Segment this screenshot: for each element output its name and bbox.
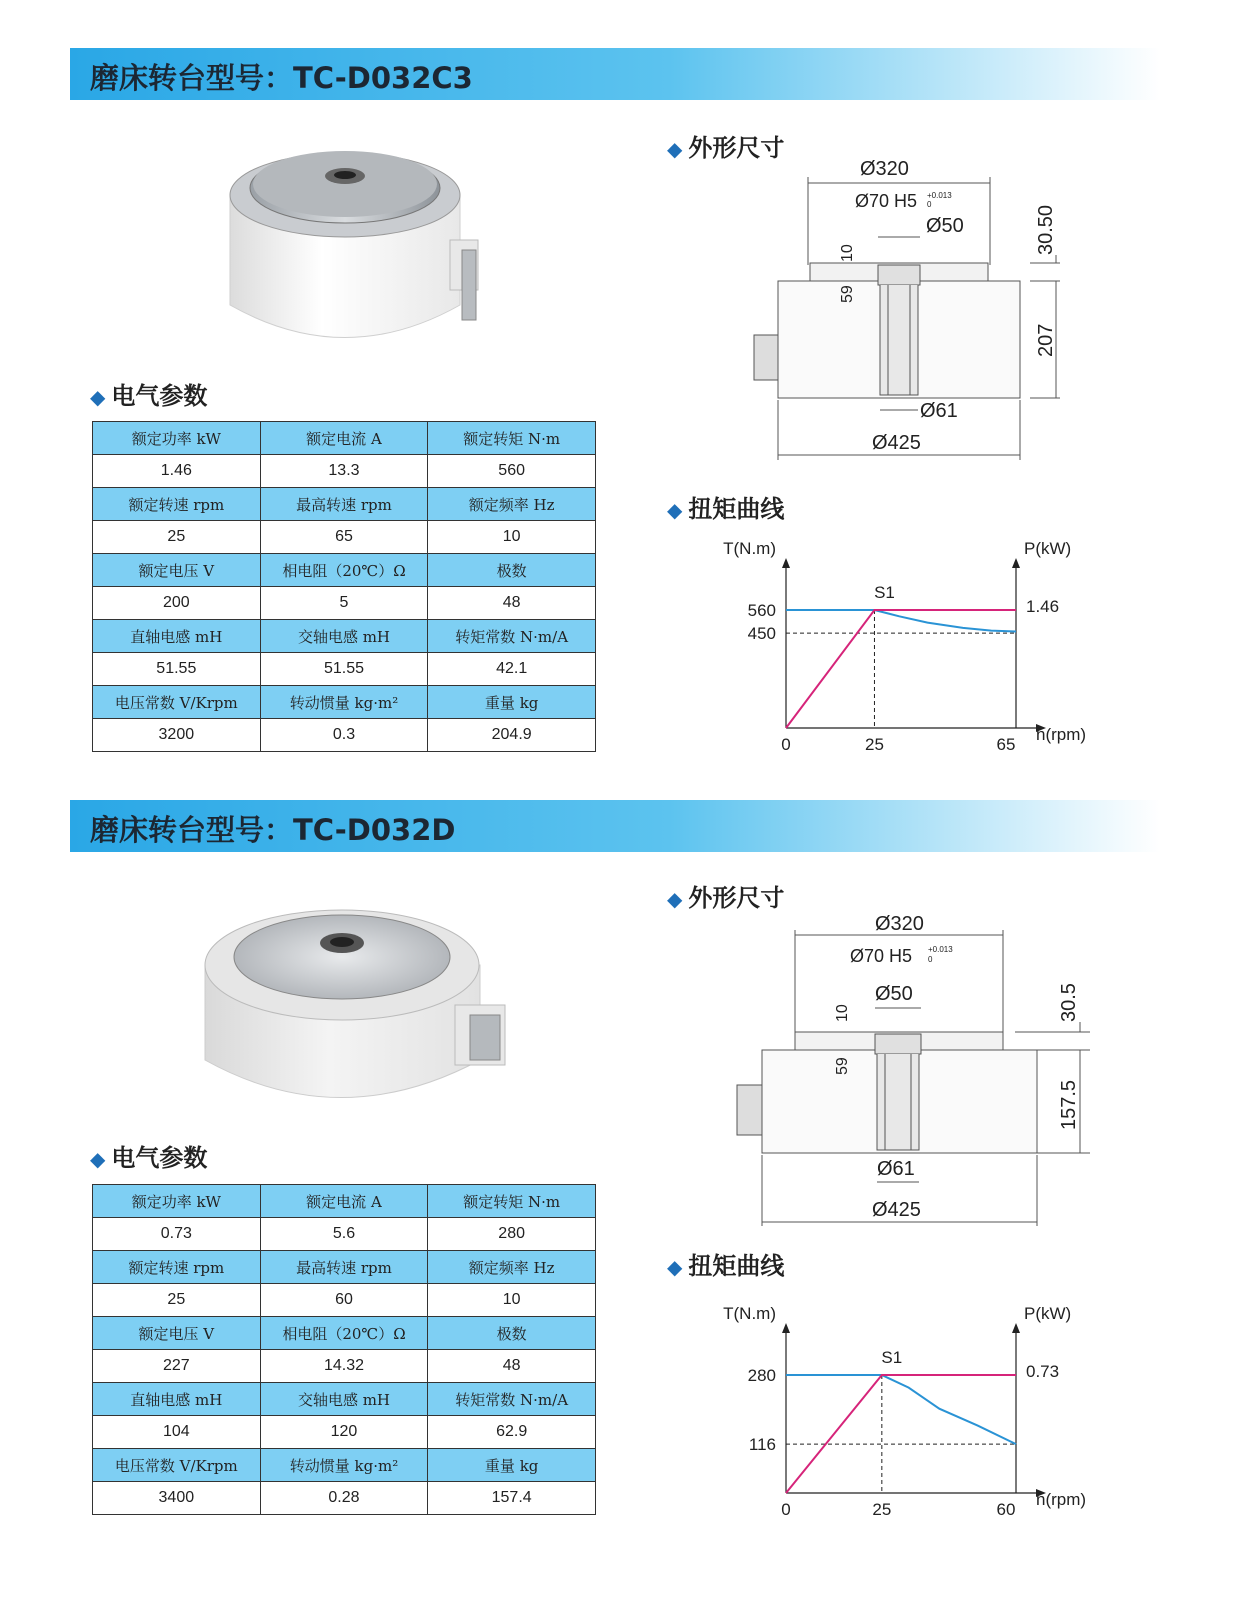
param-label: 额定转速 rpm bbox=[93, 1251, 261, 1284]
param-value: 5 bbox=[260, 587, 428, 620]
param-label: 额定转矩 N·m bbox=[428, 422, 596, 455]
model-2-banner bbox=[70, 800, 1160, 852]
param-value: 10 bbox=[428, 521, 596, 554]
param-value: 48 bbox=[428, 587, 596, 620]
param-value: 60 bbox=[260, 1284, 428, 1317]
param-header-row bbox=[93, 686, 596, 719]
power-series-line bbox=[786, 1375, 1016, 1493]
param-header-row bbox=[93, 1185, 596, 1218]
param-header-row bbox=[93, 422, 596, 455]
param-value: 65 bbox=[260, 521, 428, 554]
param-label: 直轴电感 mH bbox=[93, 1383, 261, 1416]
diamond-icon: ◆ bbox=[90, 385, 106, 409]
model-2-params-table bbox=[92, 1184, 596, 1515]
param-label: 转动惯量 kg·m² bbox=[260, 686, 428, 719]
param-value: 157.4 bbox=[428, 1482, 596, 1515]
dim-d70: Ø70 H5 bbox=[855, 191, 918, 211]
power-series-line bbox=[786, 610, 1016, 728]
s1-annotation: S1 bbox=[874, 583, 895, 602]
model-2-curve-heading: ◆ 扭矩曲线 bbox=[667, 1252, 785, 1280]
param-value: 120 bbox=[260, 1416, 428, 1449]
y2-axis-arrow bbox=[1012, 1323, 1020, 1333]
dim-d50: Ø50 bbox=[926, 215, 964, 237]
param-label: 额定频率 Hz bbox=[428, 488, 596, 521]
model-2-product-photo bbox=[195, 895, 525, 1125]
param-value-row bbox=[93, 653, 596, 686]
param-label: 重量 kg bbox=[428, 686, 596, 719]
param-value-row bbox=[93, 1482, 596, 1515]
param-label: 额定电流 A bbox=[260, 1185, 428, 1218]
model-1-params-table bbox=[92, 421, 596, 752]
param-value: 48 bbox=[428, 1350, 596, 1383]
y2-tick-label: 0.73 bbox=[1026, 1362, 1060, 1381]
param-value: 62.9 bbox=[428, 1416, 596, 1449]
param-label: 额定电压 V bbox=[93, 1317, 261, 1350]
diamond-icon: ◆ bbox=[667, 137, 683, 161]
param-value: 14.32 bbox=[260, 1350, 428, 1383]
param-value-row bbox=[93, 719, 596, 752]
param-value-row bbox=[93, 455, 596, 488]
param-label: 转动惯量 kg·m² bbox=[260, 1449, 428, 1482]
y-axis-arrow bbox=[782, 1323, 790, 1333]
y2-axis-arrow bbox=[1012, 558, 1020, 568]
x-axis-label: n(rpm) bbox=[1036, 725, 1087, 744]
param-value-row bbox=[93, 521, 596, 554]
dim-tol-up: +0.013 bbox=[928, 945, 953, 954]
model-1-electrical-heading: ◆ 电气参数 bbox=[90, 382, 208, 410]
param-label: 相电阻（20℃）Ω bbox=[260, 554, 428, 587]
param-header-row bbox=[93, 554, 596, 587]
param-value: 227 bbox=[93, 1350, 261, 1383]
param-value: 200 bbox=[93, 587, 261, 620]
dim-h-top: 30.5 bbox=[1058, 983, 1080, 1022]
param-value: 560 bbox=[428, 455, 596, 488]
dim-d50: Ø50 bbox=[875, 983, 913, 1005]
param-header-row bbox=[93, 1449, 596, 1482]
x-tick-label: 65 bbox=[996, 735, 1016, 754]
dim-tol-up: +0.013 bbox=[927, 191, 952, 200]
param-value: 25 bbox=[93, 521, 261, 554]
dim-d61: Ø61 bbox=[920, 400, 958, 422]
y-tick-label: 280 bbox=[747, 1366, 776, 1385]
dim-d320: Ø320 bbox=[875, 913, 924, 935]
x-tick-label: 0 bbox=[781, 735, 791, 754]
torque-series-line bbox=[786, 1375, 1016, 1444]
model-1-banner bbox=[70, 48, 1160, 100]
param-value: 104 bbox=[93, 1416, 261, 1449]
x-tick-label: 60 bbox=[996, 1500, 1016, 1519]
dim-tol-low: 0 bbox=[927, 200, 932, 209]
y-axis-label: T(N.m) bbox=[723, 1305, 776, 1323]
param-value: 25 bbox=[93, 1284, 261, 1317]
model-2-title: 磨床转台型号：TC-D032D bbox=[90, 813, 456, 847]
param-value-row bbox=[93, 1218, 596, 1251]
dim-h10: 10 bbox=[834, 1004, 851, 1022]
param-label: 直轴电感 mH bbox=[93, 620, 261, 653]
param-value: 0.73 bbox=[93, 1218, 261, 1251]
param-label: 额定功率 kW bbox=[93, 422, 261, 455]
param-value-row bbox=[93, 587, 596, 620]
param-label: 额定转矩 N·m bbox=[428, 1185, 596, 1218]
x-tick-label: 0 bbox=[781, 1500, 791, 1519]
dim-h59: 59 bbox=[839, 285, 856, 303]
s1-annotation: S1 bbox=[881, 1348, 903, 1367]
y-tick-label: 450 bbox=[747, 624, 776, 644]
param-value: 0.28 bbox=[260, 1482, 428, 1515]
y-axis-arrow bbox=[782, 558, 790, 568]
param-header-row bbox=[93, 1251, 596, 1284]
param-value: 280 bbox=[428, 1218, 596, 1251]
param-label: 最高转速 rpm bbox=[260, 488, 428, 521]
x-tick-label: 25 bbox=[865, 735, 884, 754]
model-1-curve-heading: ◆ 扭矩曲线 bbox=[667, 495, 785, 523]
param-label: 交轴电感 mH bbox=[260, 1383, 428, 1416]
dim-d320: Ø320 bbox=[860, 158, 909, 180]
y-axis-label: T(N.m) bbox=[723, 540, 776, 558]
param-value: 13.3 bbox=[260, 455, 428, 488]
param-label: 额定频率 Hz bbox=[428, 1251, 596, 1284]
dim-h10: 10 bbox=[839, 244, 856, 262]
param-label: 相电阻（20℃）Ω bbox=[260, 1317, 428, 1350]
model-2-electrical-heading: ◆ 电气参数 bbox=[90, 1144, 208, 1172]
torque-series-line bbox=[786, 610, 1016, 631]
param-value: 42.1 bbox=[428, 653, 596, 686]
param-label: 额定电流 A bbox=[260, 422, 428, 455]
param-value: 5.6 bbox=[260, 1218, 428, 1251]
param-value: 0.3 bbox=[260, 719, 428, 752]
param-label: 重量 kg bbox=[428, 1449, 596, 1482]
param-value: 51.55 bbox=[93, 653, 261, 686]
dim-h-body: 207 bbox=[1035, 323, 1057, 357]
dim-h59: 59 bbox=[834, 1057, 851, 1075]
param-header-row bbox=[93, 620, 596, 653]
param-header-row bbox=[93, 1317, 596, 1350]
param-header-row bbox=[93, 1383, 596, 1416]
dim-d425: Ø425 bbox=[872, 432, 921, 454]
param-value: 3200 bbox=[93, 719, 261, 752]
param-label: 极数 bbox=[428, 554, 596, 587]
y2-axis-label: P(kW) bbox=[1024, 540, 1072, 558]
param-label: 额定转速 rpm bbox=[93, 488, 261, 521]
param-value-row bbox=[93, 1284, 596, 1317]
model-1-dimension-heading: ◆ 外形尺寸 bbox=[667, 134, 785, 162]
param-header-row bbox=[93, 488, 596, 521]
y2-tick-label: 1.46 bbox=[1026, 597, 1060, 616]
diamond-icon: ◆ bbox=[90, 1147, 106, 1171]
param-value: 51.55 bbox=[260, 653, 428, 686]
param-value: 3400 bbox=[93, 1482, 261, 1515]
param-value: 1.46 bbox=[93, 455, 261, 488]
param-value-row bbox=[93, 1416, 596, 1449]
param-label: 额定电压 V bbox=[93, 554, 261, 587]
param-label: 额定功率 kW bbox=[93, 1185, 261, 1218]
dim-tol-low: 0 bbox=[928, 955, 933, 964]
dim-d70: Ø70 H5 bbox=[850, 946, 913, 966]
param-label: 电压常数 V/Krpm bbox=[93, 686, 261, 719]
y2-axis-label: P(kW) bbox=[1024, 1305, 1072, 1323]
x-axis-label: n(rpm) bbox=[1036, 1490, 1087, 1509]
model-1-title: 磨床转台型号：TC-D032C3 bbox=[90, 61, 473, 95]
dim-h-top: 30.50 bbox=[1035, 204, 1057, 255]
param-label: 交轴电感 mH bbox=[260, 620, 428, 653]
param-label: 转矩常数 N·m/A bbox=[428, 1383, 596, 1416]
model-1-product-photo bbox=[210, 140, 510, 360]
diamond-icon: ◆ bbox=[667, 498, 683, 522]
dim-d425: Ø425 bbox=[872, 1199, 921, 1221]
param-label: 电压常数 V/Krpm bbox=[93, 1449, 261, 1482]
diamond-icon: ◆ bbox=[667, 1255, 683, 1279]
param-label: 极数 bbox=[428, 1317, 596, 1350]
dim-h-body: 157.5 bbox=[1058, 1079, 1080, 1130]
diamond-icon: ◆ bbox=[667, 887, 683, 911]
y-tick-label: 560 bbox=[747, 601, 776, 620]
param-value: 10 bbox=[428, 1284, 596, 1317]
y-tick-label: 116 bbox=[748, 1435, 776, 1455]
param-value-row bbox=[93, 1350, 596, 1383]
model-2-dimension-heading: ◆ 外形尺寸 bbox=[667, 884, 785, 912]
param-label: 最高转速 rpm bbox=[260, 1251, 428, 1284]
param-value: 204.9 bbox=[428, 719, 596, 752]
x-tick-label: 25 bbox=[872, 1500, 892, 1519]
dim-d61: Ø61 bbox=[877, 1158, 915, 1180]
param-label: 转矩常数 N·m/A bbox=[428, 620, 596, 653]
